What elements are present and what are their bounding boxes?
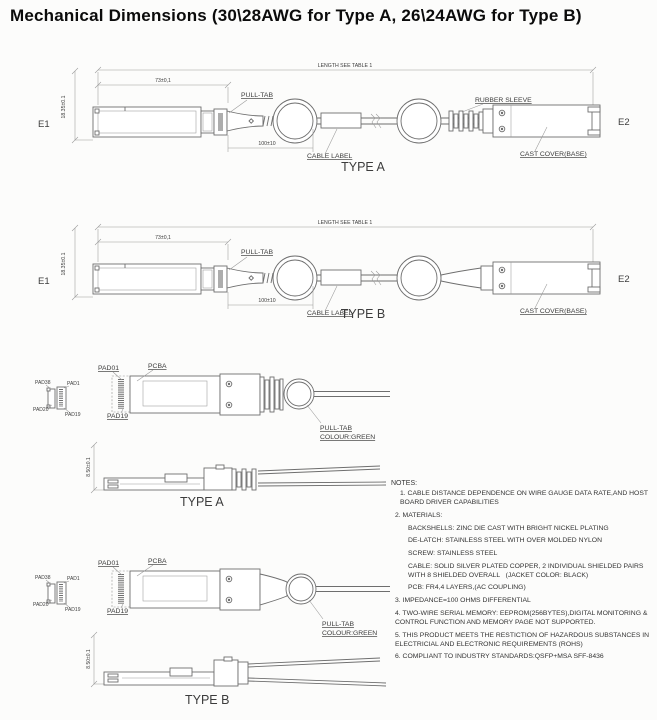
type-b-side-view (80, 628, 400, 720)
note-line: 1. CABLE DISTANCE DEPENDENCE ON WIRE GAUGE DATA RATE,AND HOST BOARD DRIVER CAPABILITIES (400, 490, 650, 507)
pad19-end-label: PAD19 (65, 607, 81, 613)
dim-length-text: LENGTH SEE TABLE 1 (317, 63, 373, 69)
cable-loop (397, 99, 441, 143)
side-profile-b (104, 657, 386, 686)
pull-tab-colour-label-1: PULL-TAB (322, 621, 354, 628)
cable-label-box (321, 113, 361, 128)
cable-label-box (321, 270, 361, 285)
note-line: DE-LATCH: STAINLESS STEEL WITH OVER MOLDED NYLON (408, 537, 602, 545)
pull-tab-label: PULL-TAB (241, 92, 273, 99)
e2-connector-b (441, 262, 600, 294)
detail-connector-b (112, 569, 390, 610)
dim-length-text: LENGTH SEE TABLE 1 (317, 220, 373, 226)
dim-side-height-text: 8.50±0.1 (86, 457, 92, 477)
dim-connector-text: 73±0,1 (155, 235, 171, 241)
cable-b (317, 256, 441, 300)
cable-label-label: CABLE LABEL (307, 310, 353, 317)
cable-label-label: CABLE LABEL (307, 153, 353, 160)
side-profile-a (104, 465, 386, 490)
pull-tab-leader (229, 100, 247, 113)
rubber-sleeve-a (449, 111, 483, 131)
rubber-sleeve-label: RUBBER SLEEVE (475, 97, 532, 104)
pad38-label: PAD38 (35, 380, 51, 386)
pull-tab-b (227, 256, 317, 300)
dim-height-b (61, 225, 93, 300)
cable-loop (397, 256, 441, 300)
dim-connector-text: 73±0,1 (155, 78, 171, 84)
cable-label-leader (325, 286, 337, 311)
note-line: 4. TWO-WIRE SERIAL MEMORY: EEPROM(256BYTES),DIGITAL MONITORING & CONTROL FUNCTION AND MEMORY PAGE NOT SUPPORTED. (395, 609, 650, 626)
pull-tab-colour-label-2: COLOUR:GREEN (320, 434, 376, 441)
note-line: BACKSHELLS: ZINC DIE CAST WITH BRIGHT NICKEL PLATING (408, 524, 609, 532)
pull-tab-colour-label-1: PULL-TAB (320, 425, 352, 432)
pad20-label: PAD20 (33, 602, 49, 608)
cable-line (248, 658, 380, 664)
cable-label-leader (325, 129, 337, 154)
e1-connector-b (93, 264, 227, 294)
pull-tab-loop (273, 256, 317, 300)
pad01-label: PAD01 (98, 365, 120, 372)
dim-pulltab-text: 100±10 (258, 298, 276, 304)
pull-tab-label: PULL-TAB (241, 249, 273, 256)
cable-break-icon (371, 271, 376, 285)
pull-tab-loop (284, 379, 314, 409)
e2-label: E2 (618, 117, 630, 128)
pad1-label: PAD1 (67, 381, 80, 387)
dim-height-text: 18.35±0.1 (61, 95, 67, 119)
dim-connector-a (95, 78, 231, 103)
note-line: 2. MATERIALS: (395, 511, 443, 519)
type-a-side-caption: TYPE A (180, 495, 224, 509)
note-line: PCB: FR4,4 LAYERS,(AC COUPLING) (408, 584, 526, 592)
dim-height-a (61, 68, 93, 143)
type-a-caption: TYPE A (341, 160, 385, 174)
pull-tab-colour-leader (307, 405, 321, 423)
note-line: 5. THIS PRODUCT MEETS THE RESTICTION OF HAZARDOUS SUBSTANCES IN ELECTRICIAL AND ELECTRONIC REQUIREMENTS (ROHS) (395, 631, 651, 648)
pull-tab-loop (273, 99, 317, 143)
page-title: Mechanical Dimensions (30\28AWG for Type A, 26\24AWG for Type B) (10, 6, 582, 25)
type-a-assembly-drawing (15, 55, 645, 205)
pad20-label: PAD20 (33, 407, 49, 413)
type-b-side-caption: TYPE B (185, 693, 230, 707)
e1-connector-a (93, 107, 227, 137)
dim-pulltab-text: 100±10 (258, 141, 276, 147)
cast-cover-label: CAST COVER(BASE) (520, 151, 587, 158)
e2-label: E2 (618, 274, 630, 285)
pull-tab-colour-label-2: COLOUR:GREEN (322, 630, 378, 637)
e2-connector-a (483, 105, 600, 137)
dim-side-height-text: 8.50±0.1 (86, 649, 92, 669)
type-a-detail-drawing (25, 343, 645, 448)
e1-label: E1 (38, 276, 50, 287)
e1-label: E1 (38, 119, 50, 130)
cable-line (258, 466, 380, 471)
dim-height-text: 18.35±0.1 (61, 252, 67, 276)
pad01-label: PAD01 (98, 560, 120, 567)
cast-cover-label: CAST COVER(BASE) (520, 308, 587, 315)
pcba-label: PCBA (148, 558, 167, 565)
pad19-label: PAD19 (107, 413, 129, 420)
note-line: SCREW: STAINLESS STEEL (408, 549, 498, 557)
pad19-label: PAD19 (107, 608, 129, 615)
type-a-side-view (80, 438, 400, 516)
dim-connector-b (95, 235, 231, 260)
note-line: CABLE: SOLID SILVER PLATED COPPER, 2 INDIVIDUAL SHIELDED PAIRS WITH 8 SHIELDED OVERALL (JACKET COLOR: BLACK) (408, 562, 646, 579)
pcba-label: PCBA (148, 363, 167, 370)
pull-tab-colour-leader (309, 600, 323, 619)
pad1-label: PAD1 (67, 576, 80, 582)
notes-heading: NOTES: (391, 480, 418, 487)
detail-connector-a (112, 374, 390, 415)
pad19-end-label: PAD19 (65, 412, 81, 418)
note-line: 6. COMPLIANT TO INDUSTRY STANDARDS:QSFP+MSA SFF-8436 (395, 653, 604, 661)
type-b-assembly-drawing (15, 212, 645, 347)
cable-break-icon (371, 114, 376, 128)
type-b-caption: TYPE B (340, 307, 386, 321)
note-line: 3. IMPEDANCE=100 OHMS DIFFERENTIAL (395, 597, 531, 605)
pull-tab-leader (229, 257, 247, 270)
pull-tab-loop (286, 574, 316, 604)
pad38-label: PAD38 (35, 575, 51, 581)
pull-tab-a (227, 99, 317, 143)
dim-length-b (95, 220, 596, 262)
